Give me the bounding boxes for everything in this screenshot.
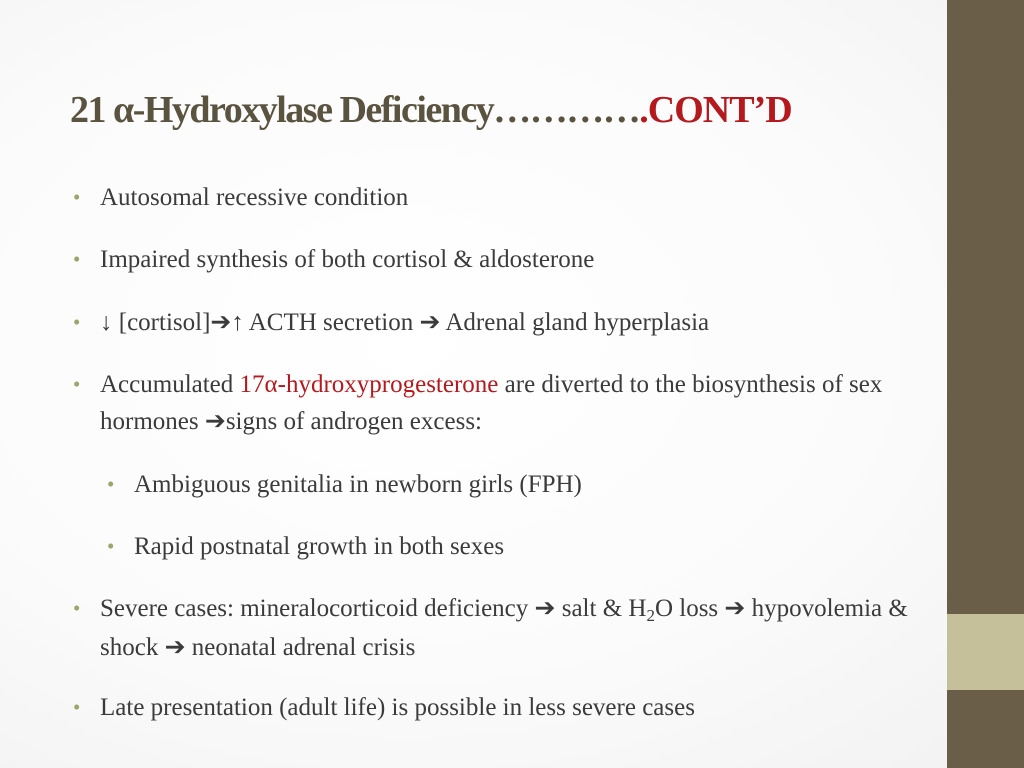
bullet-text: neonatal adrenal crisis bbox=[185, 634, 416, 661]
bullet-dot-icon: • bbox=[73, 596, 81, 620]
bullet-text: hypovolemia & shock bbox=[100, 595, 908, 661]
bullet-dot-icon: • bbox=[73, 247, 81, 271]
bullet-item bbox=[73, 304, 920, 341]
right-arrow-icon: ➔ bbox=[204, 408, 226, 435]
bullet-text: Accumulated bbox=[100, 371, 240, 398]
bullet-item bbox=[73, 689, 920, 726]
bullet-text: signs of androgen excess: bbox=[225, 408, 483, 435]
bullet-dot-icon: • bbox=[73, 695, 81, 719]
bullet-text: Ambiguous genitalia in newborn girls (FPH) bbox=[134, 471, 582, 498]
bullet-text: Autosomal recessive condition bbox=[100, 184, 409, 211]
bullet-dot-icon: • bbox=[107, 472, 115, 496]
bullet-dot-icon: • bbox=[73, 185, 81, 209]
right-arrow-icon: ➔ bbox=[419, 309, 441, 336]
bullet-text: are diverted to the biosynthesis of sex hormones bbox=[100, 371, 883, 435]
sub-bullet-item bbox=[107, 528, 924, 565]
sub-bullet-item bbox=[107, 466, 924, 503]
title-contd: .CONT’D bbox=[639, 89, 792, 131]
bullet-text: O loss bbox=[654, 595, 725, 622]
right-arrow-icon: ➔ bbox=[724, 595, 746, 622]
right-arrow-icon: ➔ bbox=[534, 595, 556, 622]
bullet-text: Severe cases: mineralocorticoid deficiency bbox=[100, 595, 535, 622]
bullet-text: Late presentation (adult life) is possible in less severe cases bbox=[100, 694, 695, 721]
bullet-text: ACTH secretion bbox=[243, 309, 420, 336]
title-main: 21 α-Hydroxylase Deficiency………… bbox=[70, 89, 640, 131]
bullet-dot-icon: • bbox=[107, 534, 115, 558]
right-arrow-icon: ➔ bbox=[164, 634, 186, 661]
sidebar-accent-block bbox=[947, 614, 1024, 690]
highlight-term: 17α-hydroxyprogesterone bbox=[239, 371, 499, 398]
bullet-item bbox=[73, 590, 920, 666]
bullet-text: [cortisol] bbox=[112, 309, 211, 336]
bullet-text: salt & H bbox=[555, 595, 647, 622]
bullet-text: Rapid postnatal growth in both sexes bbox=[134, 533, 505, 560]
up-arrow-icon: ↑ bbox=[231, 309, 244, 336]
bullet-item bbox=[73, 179, 920, 216]
down-arrow-icon: ↓ bbox=[100, 309, 113, 336]
right-arrow-icon: ➔ bbox=[210, 309, 232, 336]
bullet-text: Impaired synthesis of both cortisol & aldosterone bbox=[100, 246, 595, 273]
bullet-dot-icon: • bbox=[73, 310, 81, 334]
bullet-text: Adrenal gland hyperplasia bbox=[440, 309, 710, 336]
bullet-item bbox=[73, 241, 920, 278]
bullet-dot-icon: • bbox=[73, 372, 81, 396]
subscript-text: 2 bbox=[646, 606, 655, 625]
bullet-item bbox=[73, 366, 920, 440]
